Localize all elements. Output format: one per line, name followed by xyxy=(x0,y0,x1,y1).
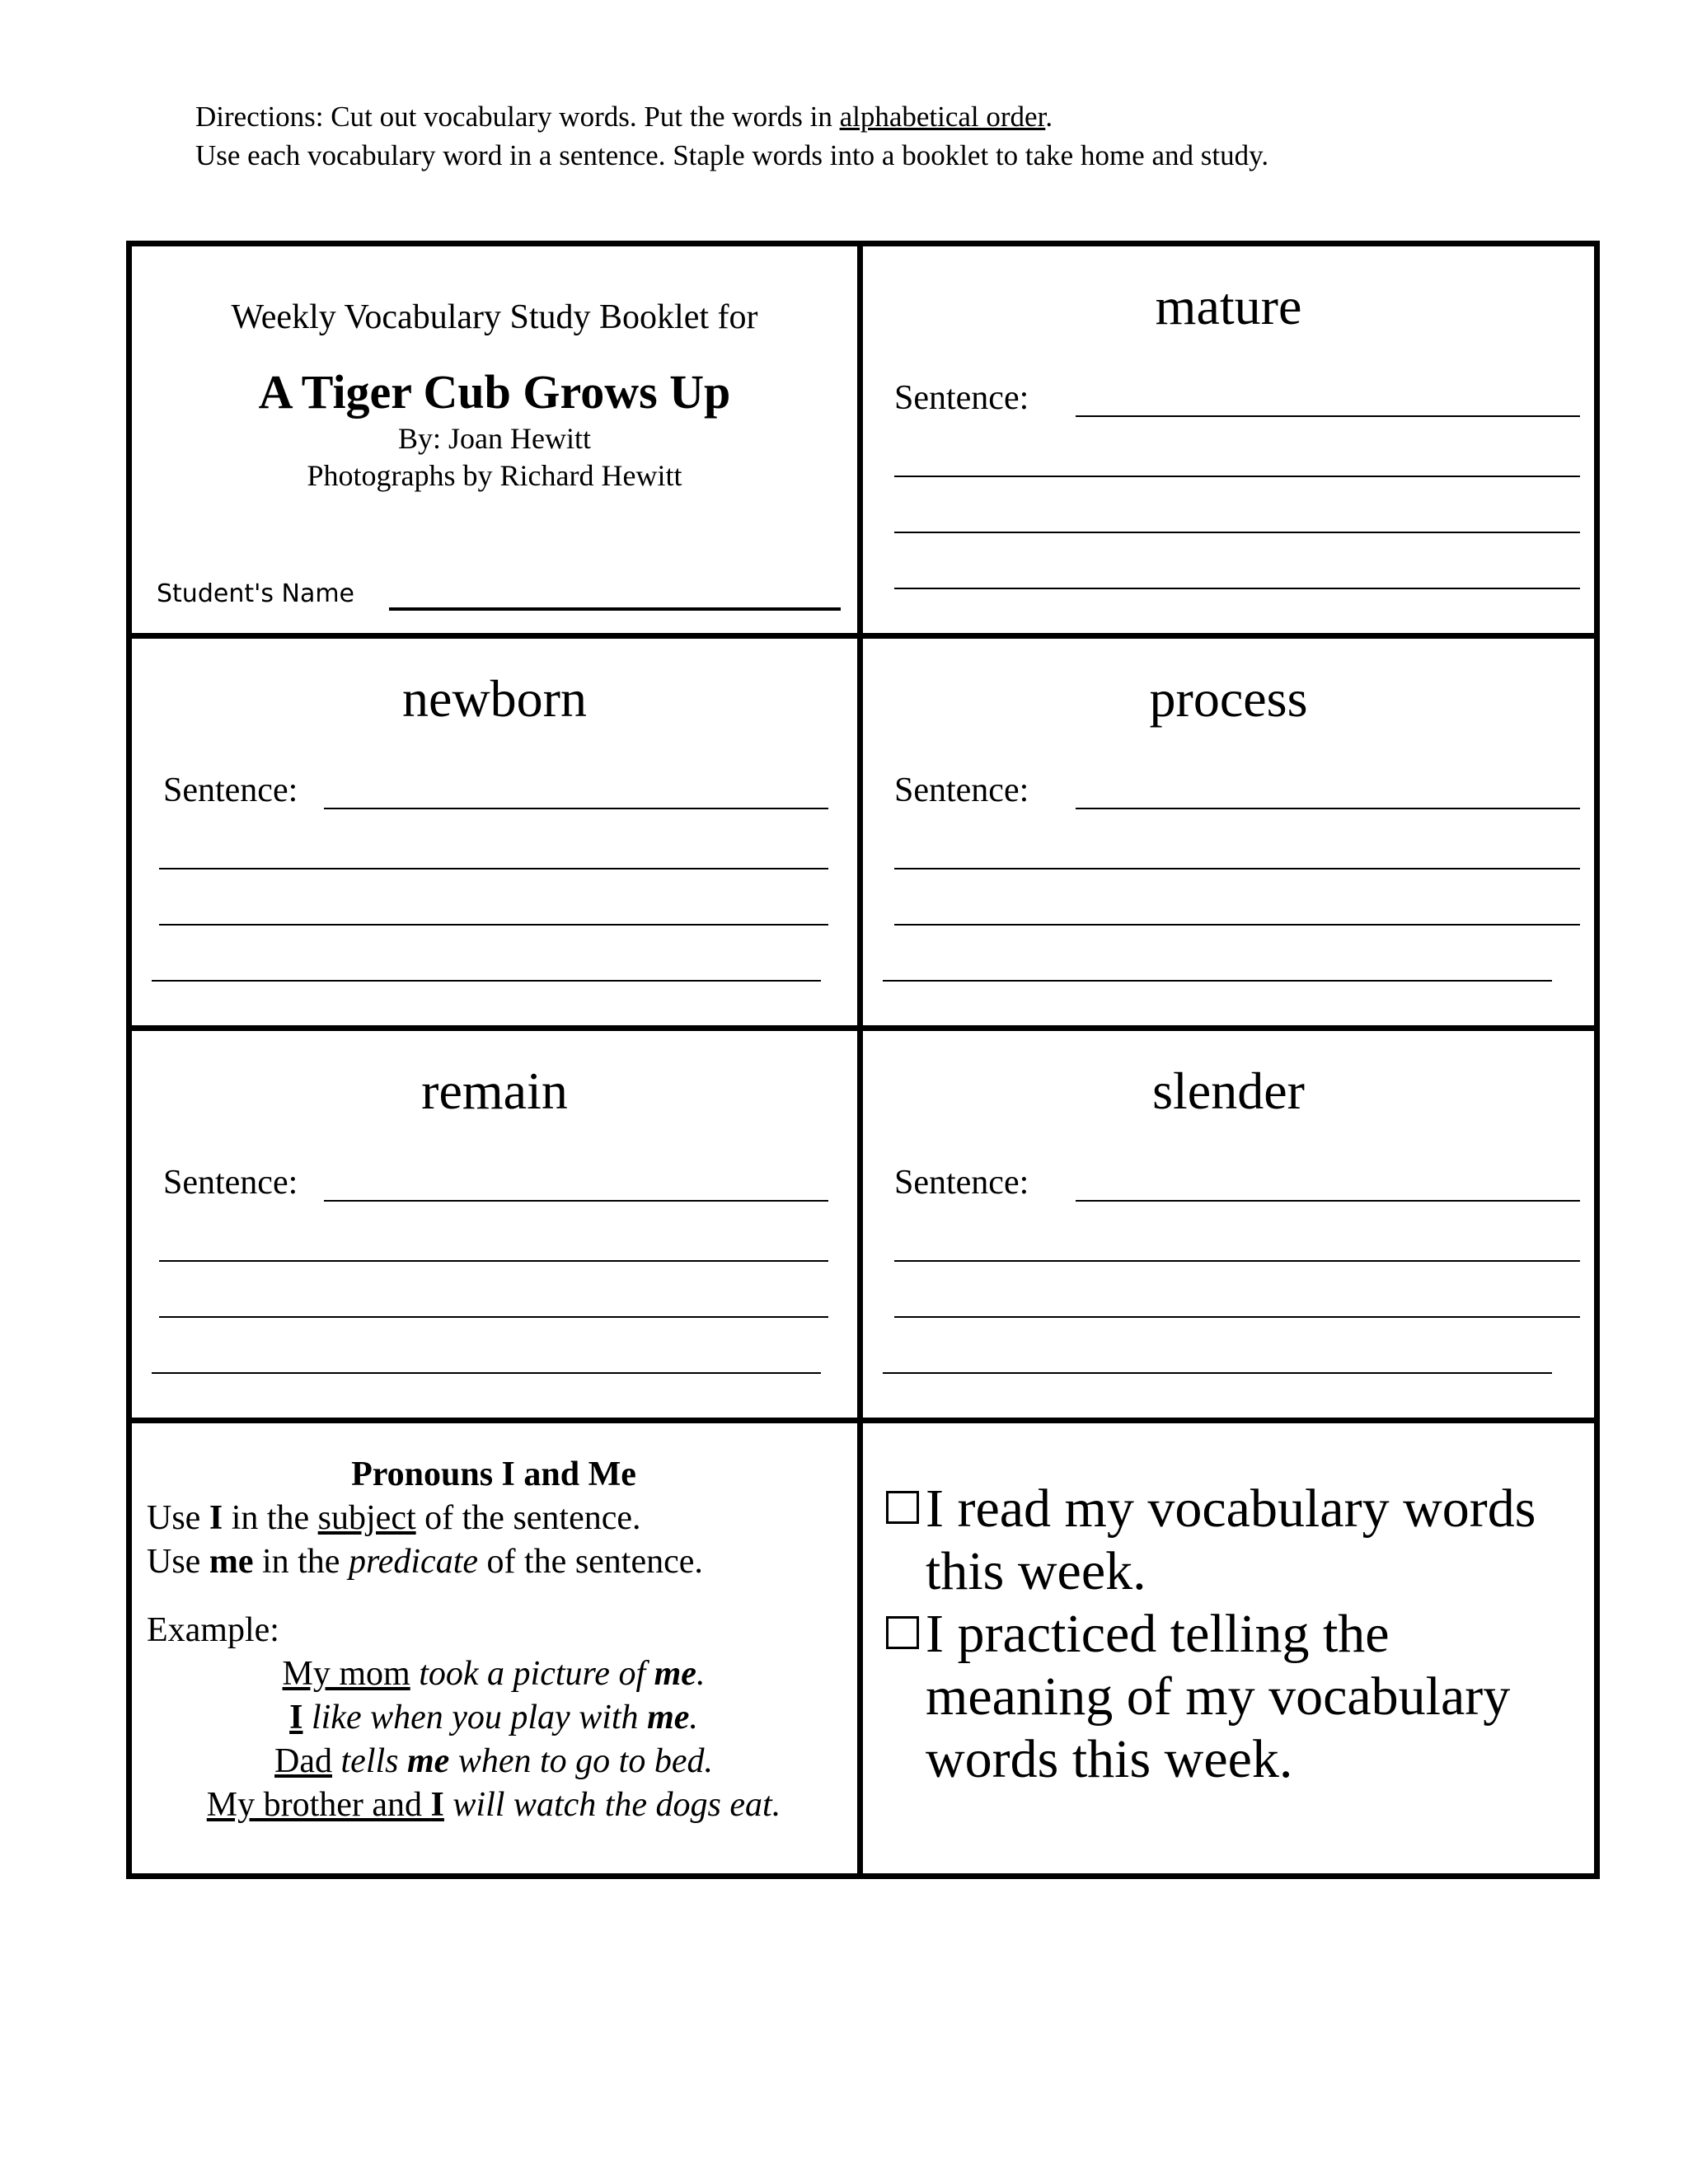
pronoun-rule-subject: Use I in the subject of the sentence. xyxy=(147,1499,641,1537)
checklist-card xyxy=(863,1423,1594,1873)
booklet-heading: Weekly Vocabulary Study Booklet for xyxy=(231,298,758,336)
pronouns-content xyxy=(147,1453,841,1827)
vocab-card-remain xyxy=(132,1031,863,1423)
sentence-line[interactable] xyxy=(883,1372,1552,1374)
alphabetical-order-text: alphabetical order xyxy=(839,101,1046,133)
student-name-line[interactable] xyxy=(389,607,841,611)
sentence-line[interactable] xyxy=(1076,808,1580,809)
sentence-label: Sentence: xyxy=(894,1164,1029,1202)
pronoun-rule-predicate: Use me in the predicate of the sentence. xyxy=(147,1543,703,1581)
sentence-label: Sentence: xyxy=(163,771,298,809)
vocab-word: process xyxy=(1149,669,1308,728)
sentence-line[interactable] xyxy=(894,1260,1580,1262)
vocab-card-mature xyxy=(863,246,1594,639)
example-sentence-3: Dad tells me when to go to bed. xyxy=(274,1742,713,1780)
vocab-card-slender xyxy=(863,1031,1594,1423)
checkbox[interactable] xyxy=(886,1491,919,1524)
checklist-item-read[interactable] xyxy=(886,1478,1586,1603)
book-title: A Tiger Cub Grows Up xyxy=(258,365,731,419)
sentence-label: Sentence: xyxy=(894,379,1029,417)
vocab-card-newborn xyxy=(132,639,863,1031)
checkbox[interactable] xyxy=(886,1616,919,1649)
sentence-line[interactable] xyxy=(894,1316,1580,1318)
title-card xyxy=(132,246,863,639)
weekly-checklist xyxy=(886,1478,1586,1791)
sentence-line[interactable] xyxy=(152,1372,821,1374)
directions xyxy=(195,97,1268,175)
sentence-line[interactable] xyxy=(1076,415,1580,417)
sentence-line[interactable] xyxy=(894,588,1580,589)
example-sentence-2: I like when you play with me. xyxy=(289,1699,698,1736)
sentence-label: Sentence: xyxy=(163,1164,298,1202)
sentence-line[interactable] xyxy=(159,1260,828,1262)
sentence-label: Sentence: xyxy=(894,771,1029,809)
sentence-line[interactable] xyxy=(894,924,1580,926)
sentence-line[interactable] xyxy=(159,1316,828,1318)
checklist-item-practiced[interactable] xyxy=(886,1603,1586,1791)
sentence-line[interactable] xyxy=(894,476,1580,477)
example-label: Example: xyxy=(147,1611,279,1649)
book-author: By: Joan Hewitt xyxy=(398,422,591,455)
example-sentence-4: My brother and I will watch the dogs eat. xyxy=(206,1786,781,1824)
example-sentence-1: My mom took a picture of me. xyxy=(282,1655,706,1693)
directions-text: Directions: Cut out vocabulary words. Put the words in xyxy=(195,101,840,133)
vocab-word: remain xyxy=(421,1062,568,1120)
sentence-line[interactable] xyxy=(894,532,1580,533)
directions-line-1 xyxy=(195,97,1268,136)
booklet-grid xyxy=(126,241,1600,1879)
vocab-card-process xyxy=(863,639,1594,1031)
vocab-word: newborn xyxy=(402,669,587,728)
directions-line-2: Use each vocabulary word in a sentence. Staple words into a booklet to take home and study. xyxy=(195,139,1269,171)
pronouns-title: Pronouns I and Me xyxy=(351,1455,636,1493)
sentence-line[interactable] xyxy=(324,808,828,809)
sentence-line[interactable] xyxy=(159,868,828,869)
vocab-word: slender xyxy=(1152,1062,1305,1120)
sentence-line[interactable] xyxy=(894,868,1580,869)
sentence-line[interactable] xyxy=(1076,1200,1580,1202)
student-name-label: Student's Name xyxy=(157,579,355,608)
checklist-text: I read my vocabulary words this week. xyxy=(926,1479,1536,1601)
sentence-line[interactable] xyxy=(159,924,828,926)
sentence-line[interactable] xyxy=(324,1200,828,1202)
sentence-line[interactable] xyxy=(152,980,821,982)
vocab-word: mature xyxy=(1155,277,1302,335)
book-photographer: Photographs by Richard Hewitt xyxy=(307,459,682,492)
pronouns-card xyxy=(132,1423,863,1873)
checklist-text: I practiced telling the meaning of my vocabulary words this week. xyxy=(926,1604,1511,1789)
directions-period: . xyxy=(1045,101,1053,133)
sentence-line[interactable] xyxy=(883,980,1552,982)
